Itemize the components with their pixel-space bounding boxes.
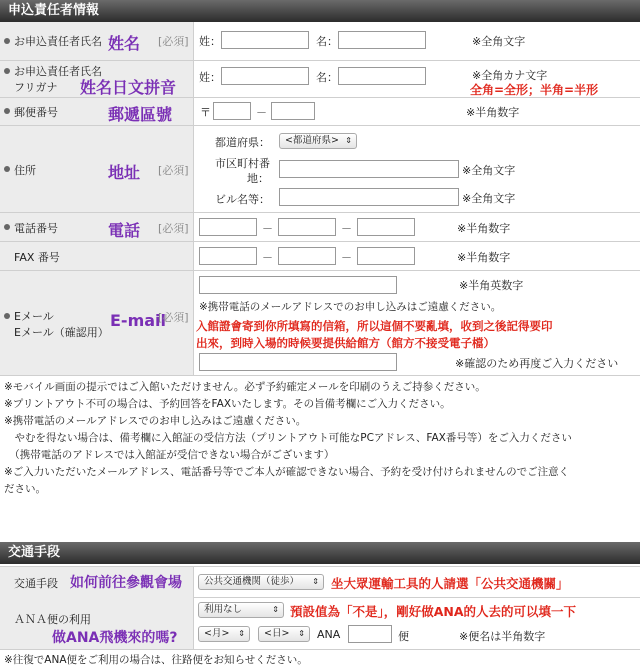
hint-text: ※確認のため再度ご入力ください (455, 357, 619, 370)
postal-code-1-input[interactable] (213, 102, 251, 120)
mobile-note: ※携帯電話のメールアドレスでのお申し込みはご遠慮ください。 (199, 301, 502, 313)
annotation-red: 坐大眾運輸工具的人請選「公共交通機關」 (331, 576, 569, 591)
annotation-label: 郵遞區號 (108, 105, 173, 124)
note-line: ※ご入力いただいたメールアドレス、電話番号等でご本人が確認できない場合、予約を受け付けられませんのでご注意く (4, 466, 570, 478)
city-label-2: 地： (247, 172, 269, 185)
hint-text: ※半角数字 (466, 106, 520, 119)
dash: － (341, 222, 352, 235)
chevron-down-icon: ⇕ (298, 629, 305, 638)
fax-2-input[interactable] (278, 247, 336, 265)
first-name-input[interactable] (338, 31, 426, 49)
section-title: 交通手段 (8, 545, 61, 560)
mei-label: 名： (316, 35, 338, 48)
note-line: ださい。 (4, 483, 46, 495)
annotation-label: 電話 (108, 221, 141, 240)
form-row-fax (0, 242, 640, 271)
form-row-name (0, 22, 640, 61)
form-row-address (0, 126, 640, 213)
mei-label: 名： (316, 71, 338, 84)
hint-text: ※半角数字 (457, 251, 511, 264)
field-label: ＡＮＡ便の利用 (14, 613, 91, 626)
bin-label: 便 (398, 630, 409, 643)
postal-code-2-input[interactable] (271, 102, 315, 120)
note-line: ※携帯電話のメールアドレスでのお申し込みはご遠慮ください。 (4, 415, 307, 427)
bullet-icon (4, 166, 10, 172)
chevron-down-icon: ⇕ (238, 629, 245, 638)
email-input[interactable] (199, 276, 397, 294)
field-label: 電話番号 (14, 222, 58, 235)
annotation-label: E-mail (110, 311, 167, 330)
hint-text: ※半角英数字 (459, 279, 524, 292)
note-line: やむを得ない場合は、備考欄に入館証の受信方法（プリントアウト可能なPCアドレス、FAX番号等）をご入力ください (4, 432, 572, 444)
dash: － (262, 251, 273, 264)
last-name-input[interactable] (221, 31, 309, 49)
chevron-down-icon: ⇕ (312, 577, 319, 586)
hint-text: ※全角文字 (462, 192, 516, 205)
required-badge: [必須] (158, 222, 189, 235)
section-title: 申込責任者情報 (8, 3, 100, 18)
form-row-email (0, 271, 640, 376)
field-label: Eメール (14, 310, 54, 323)
dash: － (341, 251, 352, 264)
required-badge: [必須] (158, 311, 189, 324)
bullet-icon (4, 68, 10, 74)
bullet-icon (4, 108, 10, 114)
annotation-red: 出來，到時入場的時候要提供給館方（館方不接受電子檔） (196, 336, 495, 350)
section-header-applicant (0, 0, 640, 22)
form-row-postal (0, 98, 640, 126)
annotation-red: 預設值為「不是」，剛好做ANA的人去的可以填一下 (290, 604, 577, 619)
hint-text: ※便名は半角数字 (459, 630, 546, 643)
section-header-transport (0, 542, 640, 564)
form-row-ana (0, 597, 640, 650)
annotation-label: 如何前往參觀會場 (70, 575, 182, 591)
hint-text: ※全角カナ文字 (472, 69, 548, 82)
postal-mark: 〒 (200, 106, 211, 119)
notes-block (4, 379, 638, 498)
field-label: 郵便番号 (14, 106, 58, 119)
note-line: ※モバイル画面の提示ではご入館いただけません。必ず予約確定メールを印刷のうえご持参ください。 (4, 381, 486, 393)
ana-label: ANA (317, 628, 341, 641)
transport-select[interactable]: 公共交通機関（徒歩） ⇕ (198, 574, 324, 590)
footer-note: ※往復でANA便をご利用の場合は、往路便をお知らせください。 (4, 654, 308, 666)
sei-label: 姓： (199, 71, 221, 84)
hint-text: ※全角文字 (462, 164, 516, 177)
dash: － (262, 222, 273, 235)
chevron-down-icon: ⇕ (272, 605, 279, 614)
form-row-kana (0, 61, 640, 98)
annotation-red: 全角=全形；半角=半形 (470, 83, 599, 97)
city-label: 市区町村番 (215, 157, 270, 170)
prefecture-select[interactable]: <都道府県> ⇕ (279, 133, 357, 149)
fax-3-input[interactable] (357, 247, 415, 265)
bullet-icon (4, 313, 10, 319)
fax-1-input[interactable] (199, 247, 257, 265)
phone-3-input[interactable] (357, 218, 415, 236)
required-badge: [必須] (158, 35, 189, 48)
annotation-label: 姓名日文拼音 (80, 78, 177, 97)
chevron-down-icon: ⇕ (345, 136, 352, 145)
annotation-label: 做ANA飛機來的嗎? (52, 630, 178, 646)
month-select[interactable]: <月> ⇕ (198, 626, 250, 642)
email-confirm-input[interactable] (199, 353, 397, 371)
city-input[interactable] (279, 160, 459, 178)
form-row-phone (0, 213, 640, 242)
sei-label: 姓： (199, 35, 221, 48)
day-select[interactable]: <日> ⇕ (258, 626, 310, 642)
hint-text: ※全角文字 (472, 35, 526, 48)
field-label: お申込責任者氏名 (14, 65, 102, 78)
hint-text: ※半角数字 (457, 222, 511, 235)
note-line: （携帯電話のアドレスでは入館証が受信できない場合がございます） (4, 449, 335, 461)
flight-number-input[interactable] (348, 625, 392, 643)
annotation-label: 地址 (108, 163, 141, 182)
prefecture-label: 都道府県： (215, 136, 270, 149)
phone-1-input[interactable] (199, 218, 257, 236)
note-line: ※プリントアウト不可の場合は、予約回答をFAXいたします。その旨備考欄にご入力ください。 (4, 398, 451, 410)
form-row-transport (0, 566, 640, 598)
bullet-icon (4, 224, 10, 230)
annotation-red: 入館證會寄到你所填寫的信箱，所以這個不要亂填，收到之後記得要印 (196, 319, 553, 333)
required-badge: [必須] (158, 164, 189, 177)
field-label-kana: フリガナ (14, 81, 58, 94)
building-label: ビル名等： (215, 193, 270, 206)
phone-2-input[interactable] (278, 218, 336, 236)
field-label: お申込責任者氏名 (14, 35, 102, 48)
ana-usage-select[interactable]: 利用なし ⇕ (198, 602, 284, 618)
bullet-icon (4, 38, 10, 44)
dash: － (256, 106, 267, 119)
building-input[interactable] (279, 188, 459, 206)
field-label: FAX 番号 (14, 251, 60, 264)
field-label: 住所 (14, 164, 36, 177)
field-label-confirm: Eメール（確認用） (14, 326, 109, 339)
annotation-label: 姓名 (108, 34, 141, 53)
field-label: 交通手段 (14, 577, 58, 590)
last-name-kana-input[interactable] (221, 67, 309, 85)
first-name-kana-input[interactable] (338, 67, 426, 85)
